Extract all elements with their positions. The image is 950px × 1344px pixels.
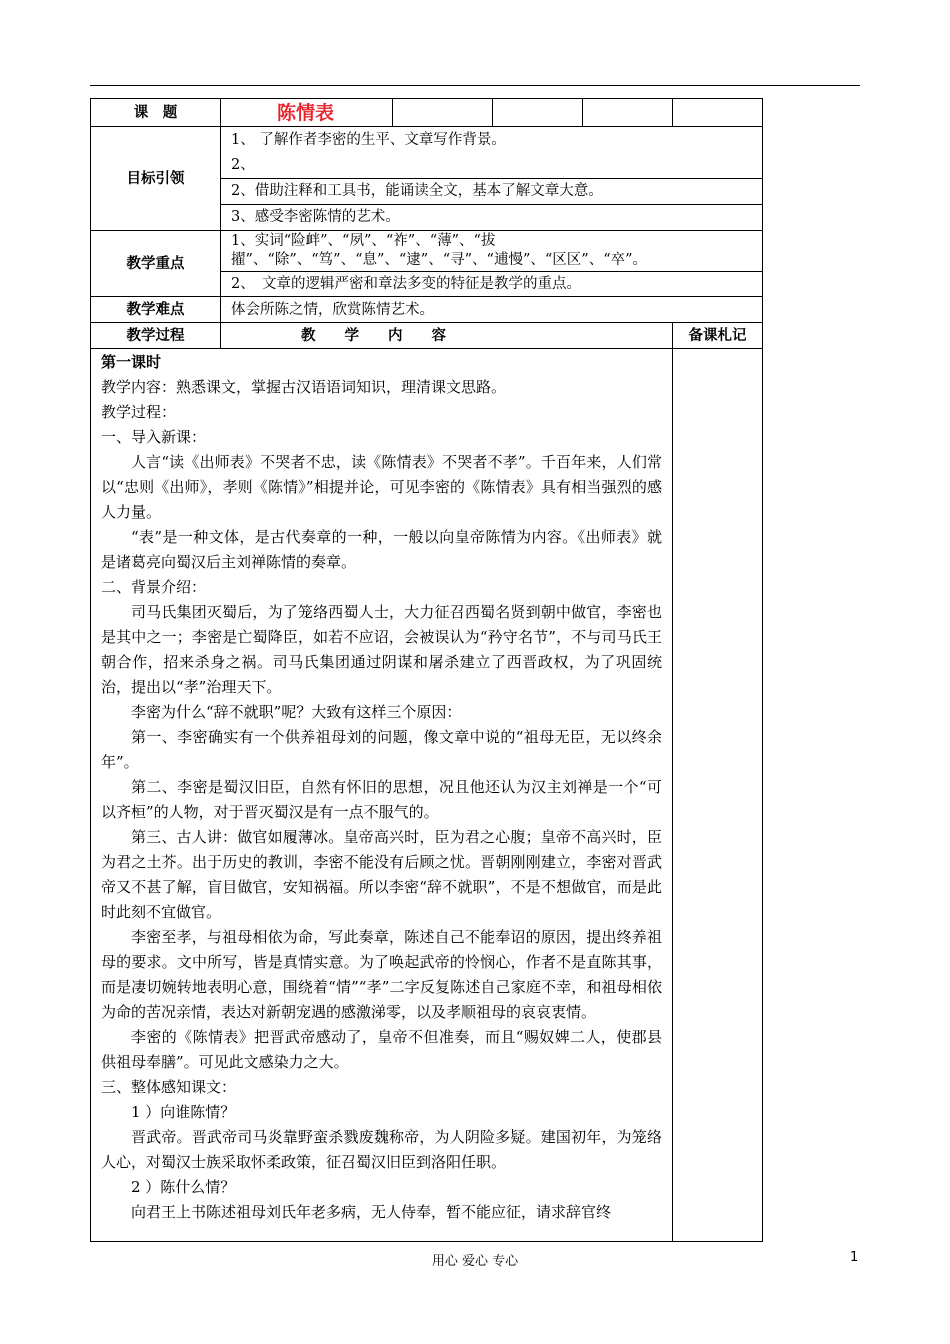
body-paragraph: 向君王上书陈述祖母刘氏年老多病，无人侍奉，暂不能应征，请求辞官终 [131, 1203, 612, 1221]
goal-item: 2、借助注释和工具书，能诵读全文，基本了解文章大意。 [221, 178, 762, 204]
goal-item: 2、 [231, 157, 255, 173]
empty-cell [393, 99, 493, 127]
process-label: 教学过程 [91, 323, 221, 349]
body-paragraph: 晋武帝。晋武帝司马炎靠野蛮杀戮废魏称帝，为人阴险多疑。建国初年，为笼络人心，对蜀汉士族采取怀柔政策，征召蜀汉旧臣到洛阳任职。 [101, 1128, 662, 1171]
lesson-plan-table [90, 98, 763, 1242]
empty-cell [493, 99, 583, 127]
body-paragraph: 李密至孝，与祖母相依为命，写此奏章，陈述自己不能奉诏的原因，提出终养祖母的要求。文中所写，皆是真情实意。为了唤起武帝的怜悯心，作者不是直陈其事，而是凄切婉转地表明心意，围绕着“情”“孝”二字反复陈述自己家庭不幸，和祖母相依为命的苦况亲情，表达对新朝宠遇的感激涕零，以及孝顺祖母的哀哀衷情。 [101, 928, 662, 1021]
empty-cell [583, 99, 673, 127]
difficulty-label: 教学难点 [91, 297, 221, 323]
difficulty-text: 体会所陈之情，欣赏陈情艺术。 [221, 297, 763, 323]
empty-cell [673, 99, 763, 127]
body-paragraph: 第三、古人讲：做官如履薄冰。皇帝高兴时，臣为君之心腹；皇帝不高兴时，臣为君之土芥。出于历史的教训，李密不能没有后顾之忧。晋朝刚刚建立，李密对晋武帝又不甚了解，盲目做官，安知祸福。所以李密“辞不就职”，不是不想做官，而是此时此刻不宜做官。 [101, 828, 662, 921]
key-points-content [221, 231, 763, 297]
body-paragraph: 人言“读《出师表》不哭者不忠，读《陈情表》不哭者不孝”。千百年来，人们常以“忠则《出师》，孝则《陈情》”相提并论，可见李密的《陈情表》具有相当强烈的感人力量。 [101, 453, 662, 521]
topic-label: 课 题 [91, 99, 221, 127]
body-paragraph: 司马氏集团灭蜀后，为了笼络西蜀人士，大力征召西蜀名贤到朝中做官，李密也是其中之一；李密是亡蜀降臣，如若不应诏，会被误认为“矜守名节”，不与司马氏王朝合作，招来杀身之祸。司马氏集团通过阴谋和屠杀建立了西晋政权，为了巩固统治，提出以“孝”治理天下。 [101, 603, 662, 696]
notes-column [673, 349, 763, 1242]
goals-label: 目标引领 [91, 127, 221, 231]
topic-row [91, 99, 763, 127]
session-title: 第一课时 [101, 353, 162, 371]
goal-item: 3、感受李密陈情的艺术。 [221, 204, 762, 230]
body-paragraph: 1 ）向谁陈情？ [131, 1103, 236, 1121]
body-paragraph: 一、导入新课： [101, 428, 207, 446]
body-paragraph: 教学过程： [101, 403, 177, 421]
key-points-label: 教学重点 [91, 231, 221, 297]
difficulty-row [91, 297, 763, 323]
key-point-item: 1、实词“险衅”、“夙”、“祚”、“薄”、“拔擢”、“除”、“笃”、“息”、“逮”、“寻”、“逋慢”、“区区”、“卒”。 [231, 233, 648, 268]
content-label: 教 学 内 容 [221, 323, 673, 349]
key-point-item: 2、 文章的逻辑严密和章法多变的特征是教学的重点。 [221, 271, 762, 296]
body-paragraph: 2 ）陈什么情？ [131, 1178, 236, 1196]
page-number: 1 [850, 1250, 859, 1265]
process-header-row [91, 323, 763, 349]
footer-text: 用心 爱心 专心 [431, 1254, 519, 1269]
topic-title: 陈情表 [221, 99, 393, 127]
goals-content [221, 127, 763, 231]
body-paragraph: “表”是一种文体，是古代奏章的一种，一般以向皇帝陈情为内容。《出师表》就是诸葛亮向蜀汉后主刘禅陈情的奏章。 [101, 528, 662, 571]
goals-row [91, 127, 763, 231]
body-row [91, 349, 763, 1242]
header-rule [90, 85, 860, 86]
body-paragraph: 教学内容：熟悉课文，掌握古汉语语词知识，理清课文思路。 [101, 378, 507, 396]
body-paragraph: 三、整体感知课文： [101, 1078, 237, 1096]
notes-label: 备课札记 [673, 323, 763, 349]
paragraph-list [101, 375, 662, 1225]
body-paragraph: 二、背景介绍： [101, 578, 207, 596]
goal-item: 1、 了解作者李密的生平、文章写作背景。 [231, 132, 506, 148]
lesson-body [91, 349, 673, 1242]
body-paragraph: 李密为什么“辞不就职”呢？大致有这样三个原因： [131, 703, 462, 721]
body-paragraph: 第二、李密是蜀汉旧臣，自然有怀旧的思想，况且他还认为汉主刘禅是一个“可以齐桓”的人物，对于晋灭蜀汉是有一点不服气的。 [101, 778, 662, 821]
body-paragraph: 李密的《陈情表》把晋武帝感动了，皇帝不但准奏，而且“赐奴婢二人，使郡县供祖母奉膳”。可见此文感染力之大。 [101, 1028, 662, 1071]
key-points-row [91, 231, 763, 297]
body-paragraph: 第一、李密确实有一个供养祖母刘的问题，像文章中说的“祖母无臣，无以终余年”。 [101, 728, 662, 771]
